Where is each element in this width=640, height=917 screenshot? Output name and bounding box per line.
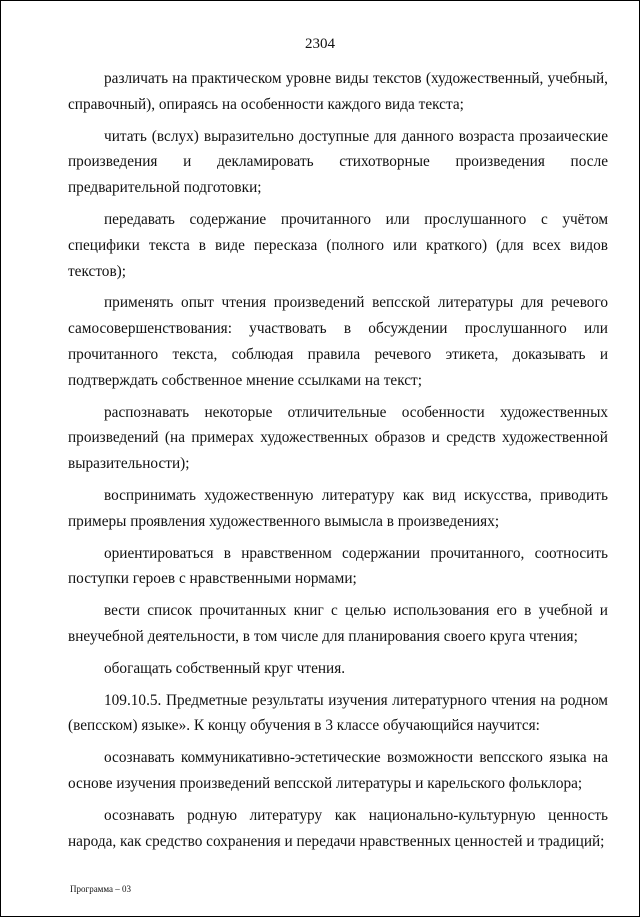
page-number: 2304: [305, 36, 335, 52]
section-paragraph: 109.10.5. Предметные результаты изучения литературного чтения на родном (вепсском) языке». К концу обучения в 3 классе обучающийся научится:: [68, 691, 608, 735]
paragraph: вести список прочитанных книг с целью использования его в учебной и внеучебной деятельности, в том числе для планирования своего круга чтения;: [68, 602, 608, 645]
paragraph: осознавать коммуникативно-эстетические возможности вепсского языка на основе изучения произведений вепсской литературы и карельского фольклора;: [68, 749, 608, 792]
paragraph: ориентироваться в нравственном содержании прочитанного, соотносить поступки героев с нравственными нормами;: [68, 544, 608, 588]
paragraph: распознавать некоторые отличительные особенности художественных произведений (на примерах художественных образов и средств художественной выразительности);: [68, 403, 608, 473]
document-body: [68, 66, 608, 860]
paragraph: передавать содержание прочитанного или прослушанного с учётом специфики текста в виде пересказа (полного или краткого) (для всех видов текстов);: [68, 210, 608, 280]
paragraph: применять опыт чтения произведений вепсской литературы для речевого самосовершенствования: участвовать в обсуждении прослушанного или прочитанного текста, соблюдая правила речевого этикета, доказывать и подтверждать собственное мнение ссылками на текст;: [68, 294, 608, 389]
paragraph: осознавать родную литературу как национально-культурную ценность народа, как средство сохранения и передачи нравственных ценностей и традиций;: [68, 806, 608, 850]
paragraph: обогащать собственный круг чтения.: [104, 659, 346, 677]
paragraph: читать (вслух) выразительно доступные для данного возраста прозаические произведения и декламировать стихотворные произведения после предварительной подготовки;: [68, 127, 608, 197]
paragraph: воспринимать художественную литературу как вид искусства, приводить примеры проявления художественного вымысла в произведениях;: [68, 486, 608, 530]
footer-label: Программа – 03: [70, 884, 132, 894]
paragraph: различать на практическом уровне виды текстов (художественный, учебный, справочный), опираясь на особенности каждого вида текста;: [68, 70, 608, 113]
